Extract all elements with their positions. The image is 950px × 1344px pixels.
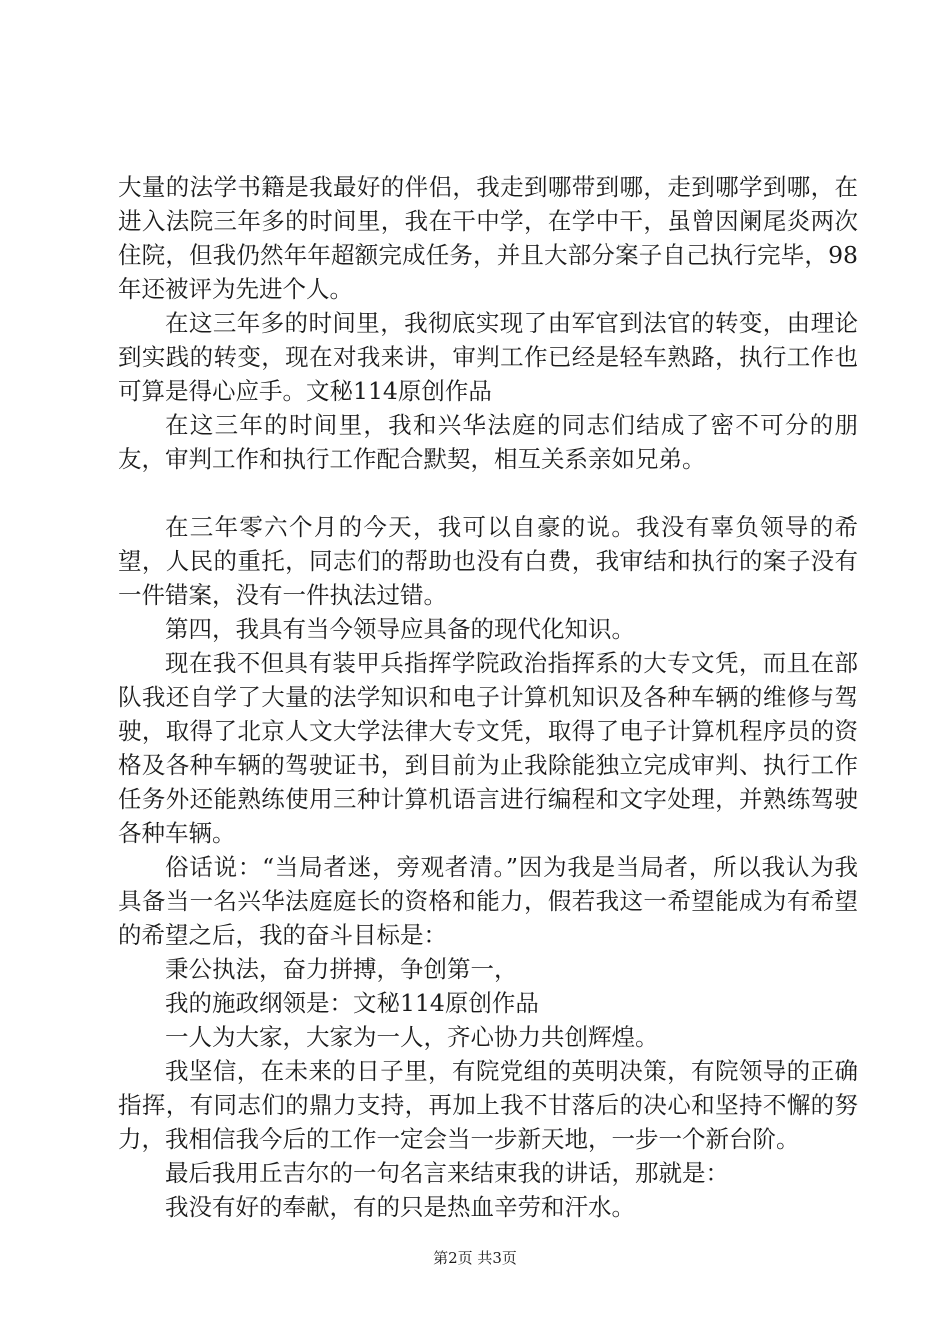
paragraph-1: 大量的法学书籍是我最好的伴侣，我走到哪带到哪，走到哪学到哪，在进入法院三年多的时间里，我在干中学，在学中干，虽曾因阑尾炎两次住院，但我仍然年年超额完成任务，并且大部分案子自己执行完毕，98年还被评为先进个人。 [118,173,858,303]
paragraph-13: 我没有好的奉献，有的只是热血辛劳和汗水。 [165,1193,635,1221]
document-body [118,170,858,1224]
paragraph-2: 在这三年多的时间里，我彻底实现了由军官到法官的转变，由理论到实践的转变，现在对我来讲，审判工作已经是轻车熟路，执行工作也可算是得心应手。文秘114原创作品 [118,309,858,405]
paragraph-3: 在这三年的时间里，我和兴华法庭的同志们结成了密不可分的朋友，审判工作和执行工作配合默契，相互关系亲如兄弟。 [118,411,858,473]
paragraph-11: 我坚信，在未来的日子里，有院党组的英明决策，有院领导的正确指挥，有同志们的鼎力支持，再加上我不甘落后的决心和坚持不懈的努力，我相信我今后的工作一定会当一步新天地，一步一个新台阶。 [118,1057,858,1153]
paragraph-6: 现在我不但具有装甲兵指挥学院政治指挥系的大专文凭，而且在部队我还自学了大量的法学知识和电子计算机知识及各种车辆的维修与驾驶，取得了北京人文大学法律大专文凭，取得了电子计算机程序员的资格及各种车辆的驾驶证书，到目前为止我除能独立完成审判、执行工作任务外还能熟练使用三种计算机语言进行编程和文字处理，并熟练驾驶各种车辆。 [118,649,858,847]
paragraph-8: 秉公执法，奋力拼搏，争创第一， [165,955,518,983]
paragraph-9: 我的施政纲领是：文秘114原创作品 [165,989,539,1017]
paragraph-7: 俗话说：“当局者迷，旁观者清。”因为我是当局者，所以我认为我具备当一名兴华法庭庭长的资格和能力，假若我这一希望能成为有希望的希望之后，我的奋斗目标是： [118,853,858,949]
page-number-footer: 第2页 共3页 [433,1249,517,1267]
paragraph-10: 一人为大家，大家为一人，齐心协力共创辉煌。 [165,1023,659,1051]
paragraph-5: 第四，我具有当今领导应具备的现代化知识。 [165,615,635,643]
paragraph-12: 最后我用丘吉尔的一句名言来结束我的讲话，那就是： [165,1159,729,1187]
blank-line [118,476,858,510]
paragraph-4: 在三年零六个月的今天，我可以自豪的说。我没有辜负领导的希望，人民的重托，同志们的帮助也没有白费，我审结和执行的案子没有一件错案，没有一件执法过错。 [118,513,858,609]
